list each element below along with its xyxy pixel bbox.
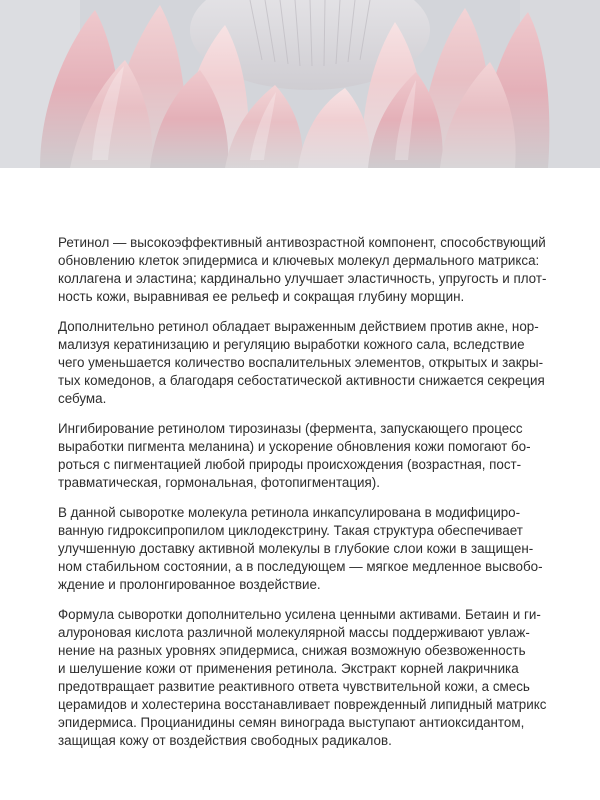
paragraph-retinol-intro: Ретинол — высокоэффективный антивозрастной компонент, способствующий обновлению клеток эпидермиса и ключевых молекул дермального матрикса: коллагена и эластина; кардинально улучшает эластичность, упругость и плот- ность кожи, выравнивая ее рельеф и сокращая глубину морщин. — [58, 235, 547, 304]
paragraph-encapsulation: В данной сыворотке молекула ретинола инкапсулирована в модифициро- ванную гидроксипропилом циклодекстрину. Такая структура обеспечивает улучшенную доставку активной молекулы в глубокие слои кожи в защищен- ном стабильном состоянии, а в последующем — мягкое медленное высвобо- ждение и пролонгированное воздействие. — [58, 505, 543, 592]
hero-image — [0, 0, 600, 168]
paragraph-pigmentation: Ингибирование ретинолом тирозиназы (фермента, запускающего процесс выработки пигмента меланина) и ускорение обновления кожи помогают бо- роться с пигментацией любой природы происхождения (возрастная, пост- травматическая, гормональная, фотопигментация). — [58, 421, 531, 490]
paragraph-formula-actives: Формула сыворотки дополнительно усилена ценными активами. Бетаин и ги- алуроновая кислота различной молекулярной массы поддерживают увлаж- нение на разных уровнях эпидермиса, снижая возможную обезвоженность и шелушение кожи от применения ретинола. Экстракт корней лакричника предотвращает развитие реактивного ответа чувствительной кожи, а смесь церамидов и холестерина восстанавливает поврежденный липидный матрикс эпидермиса. Процианидины семян винограда выступают антиоксидантом, защищая кожу от воздействия свободных радикалов. — [58, 607, 547, 748]
paragraph-acne-action: Дополнительно ретинол обладает выраженным действием против акне, нор- мализуя кератинизацию и регуляцию выработки кожного сала, вследствие чего уменьшается количество воспалительных элементов, открытых и закры- тых комедонов, а благодаря себостатической активности снижается секреция себума. — [58, 319, 545, 406]
article-body — [58, 234, 548, 762]
protea-flower-illustration — [0, 0, 600, 168]
